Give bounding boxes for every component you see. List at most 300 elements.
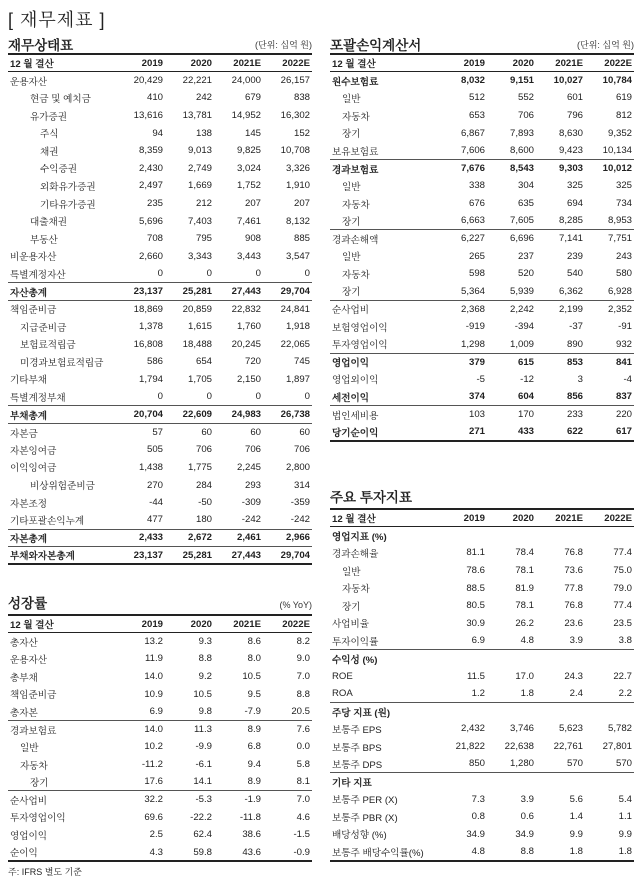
footnote: 주: IFRS 별도 기준 [8,867,82,877]
table-row [8,650,312,668]
cell-value: 23,137 [116,283,165,301]
cell-value: 9,352 [607,127,632,139]
cell-value: 20,245 [231,338,261,350]
cell-value: 16,302 [280,110,310,122]
cell-value: 22,221 [182,75,212,87]
row-label: 당기순이익 [330,423,438,441]
cell-value: 8.9 [214,721,263,739]
cell-value: 841 [585,353,634,371]
cell-value: 76.8 [564,600,583,612]
cell-value: 5,623 [558,723,583,735]
cell-value: 13,781 [182,110,212,122]
cell-value: 706 [293,444,310,456]
table-row [330,230,634,248]
cell-value: 2,800 [285,461,310,473]
header-row [330,509,634,527]
cell-value: 2,430 [138,162,163,174]
row-label: 자동차 [342,111,370,123]
cell-value: 6,663 [460,215,485,227]
row-label: 현금 및 예치금 [30,93,91,105]
cell-value: 20,704 [116,406,165,424]
row-label: 보험영업이익 [332,322,388,334]
table-row [330,720,634,738]
table-row [8,476,312,494]
table-row [330,423,634,441]
cell-value: 850 [468,758,485,770]
cell-value: 5,939 [509,285,534,297]
header-year: 2021E [536,54,585,72]
cell-value [585,650,634,668]
table-row [330,371,634,389]
cell-value: 27,443 [214,547,263,565]
cell-value: 7.6 [263,721,312,739]
cell-value: 24,000 [231,75,261,87]
table-row [8,685,312,703]
cell-value: 5.8 [296,759,310,771]
cell-value: 7,461 [236,215,261,227]
cell-value: 13,616 [133,110,163,122]
cell-value: 908 [244,233,261,245]
cell-value: 2,150 [236,373,261,385]
row-label: 총자산 [10,637,38,649]
cell-value: 239 [566,250,583,262]
cell-value: 34.9 [466,828,485,840]
cell-value: -9.9 [195,741,212,753]
row-label: 순사업비 [8,791,116,809]
table-row [8,142,312,160]
cell-value: 7,751 [585,230,634,248]
table-row [8,89,312,107]
cell-value: 2,432 [460,723,485,735]
table-row [8,353,312,371]
row-label: 유가증권 [30,111,68,123]
table-row [330,89,634,107]
cell-value: 78.1 [515,600,534,612]
row-label: 부채와자본총계 [8,547,116,565]
cell-value: 22,065 [280,338,310,350]
row-label: 이익잉여금 [10,463,57,475]
row-label: 장기 [342,287,361,299]
cell-value: 622 [536,423,585,441]
cell-value: 7,606 [460,145,485,157]
row-label: 장기 [30,777,49,789]
cell-value: 7.0 [263,791,312,809]
cell-value: 8.1 [296,776,310,788]
cell-value: 706 [517,110,534,122]
table-row [330,632,634,650]
row-label: 기타포괄손익누계 [10,515,85,527]
cell-value: 8,032 [460,75,485,87]
cell-value: 10,012 [585,160,634,178]
header-row [8,615,312,633]
cell-value: 617 [585,423,634,441]
cell-value: 9.8 [198,706,212,718]
cell-value: 338 [468,180,485,192]
table-row [8,300,312,318]
cell-value: 20,859 [165,300,214,318]
cell-value: -5.3 [165,791,214,809]
cell-value: 25,281 [165,547,214,565]
table-row [330,283,634,301]
cell-value: 570 [615,758,632,770]
cell-value: 62.4 [193,829,212,841]
cell-value: 0 [206,268,212,280]
cell-value: 6,696 [487,230,536,248]
cell-value: 3.9 [520,793,534,805]
header-year: 2021E [536,509,585,527]
cell-value: 7,676 [438,160,487,178]
row-label: 보통주 배당수익률(%) [330,843,438,861]
header-row [8,54,312,72]
table-row [8,773,312,791]
cell-value: 6.9 [471,635,485,647]
cell-value: 0 [255,268,261,280]
row-label: 대출채권 [30,217,68,229]
cell-value: 6,362 [558,285,583,297]
cell-value: 734 [615,198,632,210]
row-label: 보통주 PBR (X) [332,812,398,824]
table-row [330,318,634,336]
cell-value: 26.2 [515,617,534,629]
cell-value: 1.4 [569,811,583,823]
table-row [8,791,312,809]
cell-value: 9.9 [618,828,632,840]
header-year: 2020 [165,54,214,72]
cell-value: -44 [149,497,163,509]
cell-value: 24.3 [564,670,583,682]
cell-value: 2,245 [236,461,261,473]
cell-value: 8.8 [487,843,536,861]
table-row [8,107,312,125]
cell-value: 2,242 [487,300,536,318]
cell-value: 570 [566,758,583,770]
row-label: 자동차 [20,760,48,772]
row-label: 특별계정부채 [10,392,66,404]
cell-value: 243 [615,250,632,262]
cell-value: 23,137 [116,547,165,565]
cell-value: 10,784 [602,75,632,87]
cell-value: 25,281 [165,283,214,301]
cell-value: -919 [465,321,485,333]
header-label: 12 월 결산 [330,54,438,72]
cell-value: 890 [566,338,583,350]
cell-value: 540 [566,268,583,280]
row-label: 투자이익률 [332,636,379,648]
table-row [8,441,312,459]
cell-value: 1,615 [187,321,212,333]
row-label: 부동산 [30,234,58,246]
row-label: 보유보험료 [332,146,379,158]
cell-value: 13.2 [144,636,163,648]
row-label: 부채총계 [8,406,116,424]
row-label: 투자영업이익 [332,340,388,352]
cell-value: 0 [206,391,212,403]
cell-value: 81.1 [466,547,485,559]
cell-value: 9.0 [296,653,310,665]
cell-value: 22.7 [613,670,632,682]
row-label: ROE [332,670,353,682]
cell-value: 17.0 [515,670,534,682]
cell-value: -91 [618,321,632,333]
table-row [330,142,634,160]
cell-value: 60 [263,423,312,441]
cell-value: 60 [214,423,263,441]
table-row [8,668,312,686]
cell-value: 60 [165,423,214,441]
cell-value: 1,918 [285,321,310,333]
cell-value: 0 [304,391,310,403]
cell-value: 9,013 [187,145,212,157]
cell-value: 0.6 [520,811,534,823]
cell-value: 10,134 [602,145,632,157]
row-label: 일반 [342,181,361,193]
table-row [330,843,634,861]
table-row [330,808,634,826]
cell-value [487,773,536,791]
row-label: 보험료적립금 [20,340,76,352]
cell-value: 1,775 [187,461,212,473]
balance-sheet-title: 재무상태표 [8,38,74,53]
cell-value: 9.4 [247,759,261,771]
table-row [330,177,634,195]
row-label: 경과보험료 [330,160,438,178]
cell-value: 22,832 [214,300,263,318]
cell-value: 1.8 [536,843,585,861]
cell-value [487,527,536,545]
row-label: 자본조정 [10,498,48,510]
row-label: 영업외이익 [332,375,379,387]
cell-value: 88.5 [466,582,485,594]
cell-value: 9.9 [569,828,583,840]
row-label: 자산총계 [8,283,116,301]
table-row [330,353,634,371]
header-year: 2021E [214,615,263,633]
table-row [8,177,312,195]
cell-value: 29,704 [263,547,312,565]
cell-value: 304 [517,180,534,192]
cell-value: 580 [615,268,632,280]
cell-value: 1,910 [285,180,310,192]
cell-value: 16,808 [133,338,163,350]
header-year: 2019 [438,54,487,72]
cell-value: 14.1 [193,776,212,788]
cell-value: 0 [157,268,163,280]
cell-value: 78.4 [515,547,534,559]
cell-value: 325 [615,180,632,192]
row-label: 주식 [40,129,59,141]
cell-value: 745 [293,356,310,368]
table-row [8,124,312,142]
header-label: 12 월 결산 [330,509,438,527]
cell-value: 6,928 [607,285,632,297]
table-row [8,511,312,529]
cell-value: 78.1 [515,565,534,577]
row-label: 채권 [40,146,59,158]
cell-value: 8,359 [138,145,163,157]
income-title: 포괄손익계산서 [330,38,422,53]
table-row [330,773,634,791]
table-row [330,615,634,633]
table-row [330,195,634,213]
cell-value: 932 [615,338,632,350]
cell-value: 11.3 [165,721,214,739]
table-row [8,371,312,389]
table-row [8,703,312,721]
cell-value: 29,704 [263,283,312,301]
cell-value: 26,738 [263,406,312,424]
cell-value: 3.9 [569,635,583,647]
table-row [8,336,312,354]
cell-value: 69.6 [144,811,163,823]
cell-value: 27,801 [602,741,632,753]
cell-value [536,703,585,721]
table-row [8,494,312,512]
cell-value: 8.6 [247,636,261,648]
cell-value: 314 [293,479,310,491]
cell-value: -359 [290,497,310,509]
cell-value: 75.0 [613,565,632,577]
cell-value: 6,227 [438,230,487,248]
cell-value: 11.5 [467,670,485,682]
header-year: 2020 [165,615,214,633]
table-row [330,562,634,580]
table-row [8,826,312,844]
cell-value: 6.8 [247,741,261,753]
cell-value: 9,423 [558,145,583,157]
cell-value: 615 [487,353,536,371]
cell-value: 433 [487,423,536,441]
table-row [330,406,634,424]
cell-value: -4 [623,373,632,385]
cell-value: 1,760 [236,321,261,333]
row-label: 책임준비금 [8,300,116,318]
cell-value: 23.6 [564,617,583,629]
cell-value: 1,298 [460,338,485,350]
cell-value: 837 [615,391,632,403]
cell-value: 9,303 [536,160,585,178]
table-row [8,529,312,547]
cell-value: 22,638 [504,741,534,753]
cell-value: -394 [514,321,534,333]
cell-value: 325 [566,180,583,192]
table-row [8,283,312,301]
cell-value: 22,609 [165,406,214,424]
cell-value: 795 [195,233,212,245]
cell-value: 21,822 [455,741,485,753]
row-label: 비운용자산 [10,252,57,264]
table-row [330,107,634,125]
table-row [8,248,312,266]
row-label: 법인세비용 [330,406,438,424]
table-row [330,248,634,266]
cell-value: 5.4 [618,793,632,805]
table-row [330,265,634,283]
table-row [8,459,312,477]
cell-value: 2,352 [585,300,634,318]
cell-value: 2,461 [214,529,263,547]
cell-value: 1.1 [618,811,632,823]
row-label: 영업지표 (%) [332,531,387,543]
cell-value [585,527,634,545]
cell-value: 7,893 [509,127,534,139]
row-label: 기타유가증권 [40,199,96,211]
table-row [330,738,634,756]
cell-value: 5,696 [138,215,163,227]
cell-value: 207 [293,198,310,210]
row-label: 자본금 [8,423,116,441]
balance-sheet-table [8,53,312,565]
cell-value: 1,378 [138,321,163,333]
cell-value: -242 [290,514,310,526]
cell-value: 720 [244,356,261,368]
row-label: 총부채 [10,672,38,684]
table-row [330,667,634,685]
row-label: 일반 [342,93,361,105]
cell-value [438,527,487,545]
table-row [330,527,634,545]
cell-value: 10,027 [553,75,583,87]
row-label: 일반 [342,252,361,264]
cell-value: 77.4 [613,600,632,612]
income-table [330,53,634,442]
cell-value: 9.5 [247,688,261,700]
cell-value: 679 [244,92,261,104]
cell-value: 2,497 [138,180,163,192]
row-label: 일반 [20,742,39,754]
cell-value [585,773,634,791]
table-row [330,300,634,318]
indicators-title: 주요 투자지표 [330,490,412,505]
header-year: 2020 [487,54,536,72]
cell-value: -11.8 [239,811,261,823]
cell-value [585,703,634,721]
cell-value: 20.5 [291,706,310,718]
cell-value: 410 [146,92,163,104]
cell-value: 885 [293,233,310,245]
row-label: ROA [332,687,353,699]
cell-value: 7.0 [296,671,310,683]
row-label: 운용자산 [10,76,48,88]
table-row [330,124,634,142]
cell-value: 1.2 [471,687,485,699]
header-label: 12 월 결산 [8,615,116,633]
cell-value: 271 [438,423,487,441]
cell-value [536,650,585,668]
cell-value: 796 [566,110,583,122]
cell-value: 4.8 [520,635,534,647]
cell-value: 586 [146,356,163,368]
cell-value [536,527,585,545]
row-label: 경과보험료 [8,721,116,739]
table-row [8,756,312,774]
cell-value: 11.9 [145,653,163,665]
cell-value: 2,660 [138,250,163,262]
cell-value: 207 [244,198,261,210]
cell-value: 1.8 [520,687,534,699]
cell-value: -7.9 [244,706,261,718]
cell-value: 14,952 [231,110,261,122]
cell-value: 856 [566,391,583,403]
table-row [330,388,634,406]
cell-value: 170 [487,406,536,424]
cell-value: 1,897 [285,373,310,385]
cell-value: 2.2 [618,687,632,699]
page-title: [ 재무제표 ] [8,10,106,30]
cell-value: 180 [195,514,212,526]
cell-value: 1,752 [236,180,261,192]
row-label: 자동차 [342,199,370,211]
cell-value: 477 [146,514,163,526]
